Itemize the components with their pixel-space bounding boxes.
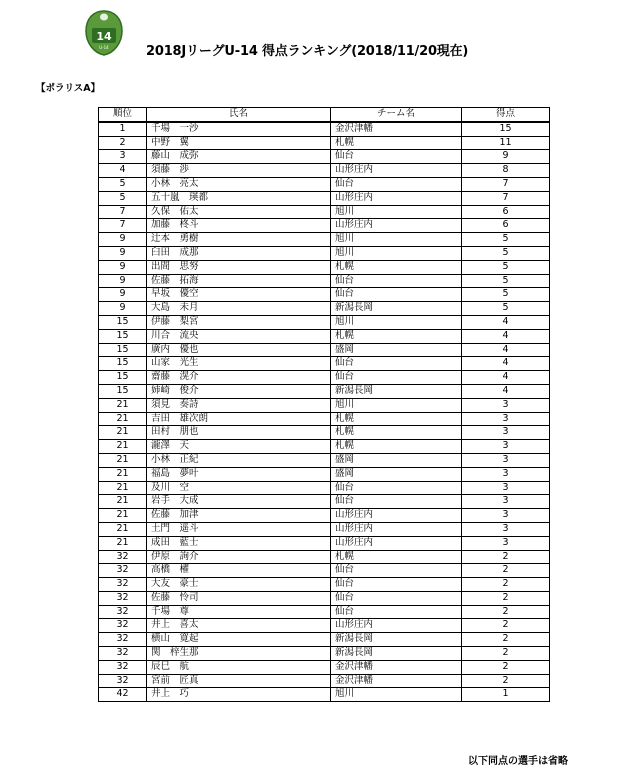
team-cell: 新潟長岡 xyxy=(331,647,462,661)
table-row xyxy=(99,288,550,302)
table-row xyxy=(99,357,550,371)
points-cell: 2 xyxy=(462,564,550,578)
rank-cell: 32 xyxy=(99,564,147,578)
rank-cell: 7 xyxy=(99,205,147,219)
name-cell: 小林 亮太 xyxy=(147,177,331,191)
table-row xyxy=(99,647,550,661)
name-cell: 小林 正紀 xyxy=(147,453,331,467)
points-cell: 5 xyxy=(462,260,550,274)
team-cell: 山形庄内 xyxy=(331,536,462,550)
points-cell: 5 xyxy=(462,274,550,288)
name-cell: 須見 奏詩 xyxy=(147,398,331,412)
section-label: 【ポラリスA】 xyxy=(36,83,101,94)
table-row xyxy=(99,674,550,688)
table-row xyxy=(99,136,550,150)
rank-cell: 42 xyxy=(99,688,147,702)
team-cell: 新潟長岡 xyxy=(331,384,462,398)
col-rank: 順位 xyxy=(99,108,147,122)
team-cell: 仙台 xyxy=(331,288,462,302)
name-cell: 出間 思努 xyxy=(147,260,331,274)
table-row xyxy=(99,495,550,509)
points-cell: 3 xyxy=(462,453,550,467)
team-cell: 盛岡 xyxy=(331,343,462,357)
team-cell: 仙台 xyxy=(331,150,462,164)
points-cell: 3 xyxy=(462,522,550,536)
svg-text:14: 14 xyxy=(96,30,112,43)
points-cell: 2 xyxy=(462,591,550,605)
rank-cell: 21 xyxy=(99,453,147,467)
rank-cell: 32 xyxy=(99,591,147,605)
rank-cell: 9 xyxy=(99,302,147,316)
team-cell: 山形庄内 xyxy=(331,619,462,633)
points-cell: 7 xyxy=(462,191,550,205)
team-cell: 札幌 xyxy=(331,329,462,343)
name-cell: 田村 朋也 xyxy=(147,426,331,440)
name-cell: 成田 藍士 xyxy=(147,536,331,550)
rank-cell: 21 xyxy=(99,412,147,426)
rank-cell: 21 xyxy=(99,509,147,523)
team-cell: 仙台 xyxy=(331,481,462,495)
rank-cell: 32 xyxy=(99,578,147,592)
name-cell: 齋藤 滉介 xyxy=(147,371,331,385)
team-cell: 金沢津幡 xyxy=(331,674,462,688)
table-row xyxy=(99,509,550,523)
points-cell: 3 xyxy=(462,495,550,509)
rank-cell: 32 xyxy=(99,550,147,564)
name-cell: 土門 遥斗 xyxy=(147,522,331,536)
team-cell: 札幌 xyxy=(331,412,462,426)
name-cell: 岩手 大成 xyxy=(147,495,331,509)
table-row xyxy=(99,412,550,426)
name-cell: 千場 尊 xyxy=(147,605,331,619)
name-cell: 廣内 優也 xyxy=(147,343,331,357)
team-cell: 旭川 xyxy=(331,398,462,412)
points-cell: 3 xyxy=(462,509,550,523)
team-cell: 旭川 xyxy=(331,688,462,702)
name-cell: 須藤 渉 xyxy=(147,164,331,178)
table-row xyxy=(99,633,550,647)
name-cell: 高橋 櫂 xyxy=(147,564,331,578)
points-cell: 3 xyxy=(462,426,550,440)
team-cell: 旭川 xyxy=(331,233,462,247)
team-cell: 山形庄内 xyxy=(331,509,462,523)
points-cell: 4 xyxy=(462,357,550,371)
points-cell: 3 xyxy=(462,481,550,495)
team-cell: 山形庄内 xyxy=(331,164,462,178)
name-cell: 吉田 雄次朗 xyxy=(147,412,331,426)
points-cell: 2 xyxy=(462,578,550,592)
name-cell: 宮前 匠真 xyxy=(147,674,331,688)
table-row xyxy=(99,329,550,343)
name-cell: 久保 佑太 xyxy=(147,205,331,219)
points-cell: 2 xyxy=(462,619,550,633)
table-row xyxy=(99,605,550,619)
name-cell: 伊藤 梨宮 xyxy=(147,315,331,329)
team-cell: 仙台 xyxy=(331,357,462,371)
table-row xyxy=(99,440,550,454)
footnote: 以下同点の選手は省略 xyxy=(468,756,568,767)
rank-cell: 21 xyxy=(99,522,147,536)
points-cell: 4 xyxy=(462,315,550,329)
rank-cell: 21 xyxy=(99,467,147,481)
rank-cell: 15 xyxy=(99,315,147,329)
rank-cell: 9 xyxy=(99,233,147,247)
ranking-table xyxy=(98,107,550,702)
league-emblem-icon xyxy=(84,9,124,57)
name-cell: 福島 夢叶 xyxy=(147,467,331,481)
points-cell: 7 xyxy=(462,177,550,191)
name-cell: 佐藤 怜司 xyxy=(147,591,331,605)
rank-cell: 15 xyxy=(99,357,147,371)
table-row xyxy=(99,550,550,564)
league-logo xyxy=(84,9,124,57)
team-cell: 仙台 xyxy=(331,564,462,578)
points-cell: 6 xyxy=(462,219,550,233)
team-cell: 新潟長岡 xyxy=(331,302,462,316)
rank-cell: 4 xyxy=(99,164,147,178)
table-row xyxy=(99,591,550,605)
table-row xyxy=(99,343,550,357)
team-cell: 仙台 xyxy=(331,578,462,592)
points-cell: 5 xyxy=(462,288,550,302)
table-row xyxy=(99,246,550,260)
points-cell: 1 xyxy=(462,688,550,702)
table-row xyxy=(99,522,550,536)
team-cell: 札幌 xyxy=(331,440,462,454)
name-cell: 辻本 勇樹 xyxy=(147,233,331,247)
table-row xyxy=(99,205,550,219)
points-cell: 5 xyxy=(462,302,550,316)
team-cell: 仙台 xyxy=(331,591,462,605)
points-cell: 3 xyxy=(462,412,550,426)
table-row xyxy=(99,219,550,233)
name-cell: 伊原 詢介 xyxy=(147,550,331,564)
rank-cell: 32 xyxy=(99,647,147,661)
rank-cell: 21 xyxy=(99,426,147,440)
table-row xyxy=(99,274,550,288)
rank-cell: 3 xyxy=(99,150,147,164)
table-row xyxy=(99,122,550,136)
name-cell: 山家 光生 xyxy=(147,357,331,371)
team-cell: 札幌 xyxy=(331,550,462,564)
points-cell: 2 xyxy=(462,660,550,674)
points-cell: 2 xyxy=(462,550,550,564)
points-cell: 2 xyxy=(462,605,550,619)
col-points: 得点 xyxy=(462,108,550,122)
points-cell: 5 xyxy=(462,246,550,260)
table-row xyxy=(99,660,550,674)
team-cell: 仙台 xyxy=(331,371,462,385)
points-cell: 4 xyxy=(462,329,550,343)
table-row xyxy=(99,233,550,247)
points-cell: 3 xyxy=(462,467,550,481)
rank-cell: 21 xyxy=(99,440,147,454)
ranking-table-body xyxy=(99,122,550,702)
team-cell: 金沢津幡 xyxy=(331,122,462,136)
name-cell: 辰巳 航 xyxy=(147,660,331,674)
rank-cell: 21 xyxy=(99,398,147,412)
name-cell: 井上 喜太 xyxy=(147,619,331,633)
rank-cell: 5 xyxy=(99,177,147,191)
points-cell: 5 xyxy=(462,233,550,247)
team-cell: 新潟長岡 xyxy=(331,633,462,647)
points-cell: 2 xyxy=(462,674,550,688)
name-cell: 藤山 成弥 xyxy=(147,150,331,164)
rank-cell: 32 xyxy=(99,619,147,633)
rank-cell: 9 xyxy=(99,274,147,288)
table-row xyxy=(99,688,550,702)
name-cell: 大島 未月 xyxy=(147,302,331,316)
name-cell: 五十嵐 瑛都 xyxy=(147,191,331,205)
team-cell: 仙台 xyxy=(331,274,462,288)
name-cell: 中野 翼 xyxy=(147,136,331,150)
points-cell: 15 xyxy=(462,122,550,136)
name-cell: 及川 空 xyxy=(147,481,331,495)
team-cell: 仙台 xyxy=(331,495,462,509)
team-cell: 山形庄内 xyxy=(331,522,462,536)
rank-cell: 32 xyxy=(99,660,147,674)
table-header-row xyxy=(99,108,550,122)
points-cell: 2 xyxy=(462,647,550,661)
col-team: チーム名 xyxy=(331,108,462,122)
rank-cell: 2 xyxy=(99,136,147,150)
rank-cell: 7 xyxy=(99,219,147,233)
table-row xyxy=(99,191,550,205)
team-cell: 金沢津幡 xyxy=(331,660,462,674)
name-cell: 川合 流央 xyxy=(147,329,331,343)
name-cell: 千場 一沙 xyxy=(147,122,331,136)
svg-text:U-14: U-14 xyxy=(99,45,109,50)
rank-cell: 9 xyxy=(99,260,147,274)
rank-cell: 32 xyxy=(99,674,147,688)
rank-cell: 15 xyxy=(99,371,147,385)
table-row xyxy=(99,578,550,592)
rank-cell: 15 xyxy=(99,384,147,398)
team-cell: 盛岡 xyxy=(331,467,462,481)
rank-cell: 32 xyxy=(99,605,147,619)
table-row xyxy=(99,536,550,550)
name-cell: 早坂 優空 xyxy=(147,288,331,302)
table-row xyxy=(99,150,550,164)
table-row xyxy=(99,260,550,274)
team-cell: 札幌 xyxy=(331,426,462,440)
name-cell: 臼田 成那 xyxy=(147,246,331,260)
table-row xyxy=(99,302,550,316)
team-cell: 仙台 xyxy=(331,177,462,191)
rank-cell: 9 xyxy=(99,288,147,302)
team-cell: 旭川 xyxy=(331,205,462,219)
team-cell: 札幌 xyxy=(331,136,462,150)
name-cell: 関 梓生那 xyxy=(147,647,331,661)
points-cell: 6 xyxy=(462,205,550,219)
rank-cell: 15 xyxy=(99,329,147,343)
rank-cell: 9 xyxy=(99,246,147,260)
points-cell: 3 xyxy=(462,536,550,550)
name-cell: 佐藤 加津 xyxy=(147,509,331,523)
points-cell: 4 xyxy=(462,343,550,357)
table-row xyxy=(99,315,550,329)
rank-cell: 21 xyxy=(99,495,147,509)
rank-cell: 32 xyxy=(99,633,147,647)
name-cell: 姉崎 俊介 xyxy=(147,384,331,398)
rank-cell: 1 xyxy=(99,122,147,136)
table-row xyxy=(99,564,550,578)
table-row xyxy=(99,398,550,412)
table-row xyxy=(99,384,550,398)
team-cell: 山形庄内 xyxy=(331,191,462,205)
points-cell: 3 xyxy=(462,398,550,412)
points-cell: 3 xyxy=(462,440,550,454)
table-row xyxy=(99,481,550,495)
team-cell: 札幌 xyxy=(331,260,462,274)
rank-cell: 21 xyxy=(99,481,147,495)
rank-cell: 5 xyxy=(99,191,147,205)
rank-cell: 21 xyxy=(99,536,147,550)
table-row xyxy=(99,619,550,633)
points-cell: 9 xyxy=(462,150,550,164)
name-cell: 瀧澤 天 xyxy=(147,440,331,454)
team-cell: 盛岡 xyxy=(331,453,462,467)
table-row xyxy=(99,177,550,191)
name-cell: 横山 寛起 xyxy=(147,633,331,647)
name-cell: 加藤 柊斗 xyxy=(147,219,331,233)
team-cell: 山形庄内 xyxy=(331,219,462,233)
name-cell: 井上 巧 xyxy=(147,688,331,702)
table-row xyxy=(99,371,550,385)
name-cell: 佐藤 拓海 xyxy=(147,274,331,288)
team-cell: 旭川 xyxy=(331,315,462,329)
name-cell: 大友 豪士 xyxy=(147,578,331,592)
points-cell: 8 xyxy=(462,164,550,178)
points-cell: 2 xyxy=(462,633,550,647)
table-row xyxy=(99,453,550,467)
table-row xyxy=(99,164,550,178)
team-cell: 旭川 xyxy=(331,246,462,260)
rank-cell: 15 xyxy=(99,343,147,357)
points-cell: 4 xyxy=(462,384,550,398)
table-row xyxy=(99,426,550,440)
table-row xyxy=(99,467,550,481)
col-name: 氏名 xyxy=(147,108,331,122)
page-title: 2018JリーグU-14 得点ランキング(2018/11/20現在) xyxy=(146,44,469,59)
points-cell: 11 xyxy=(462,136,550,150)
team-cell: 仙台 xyxy=(331,605,462,619)
points-cell: 4 xyxy=(462,371,550,385)
